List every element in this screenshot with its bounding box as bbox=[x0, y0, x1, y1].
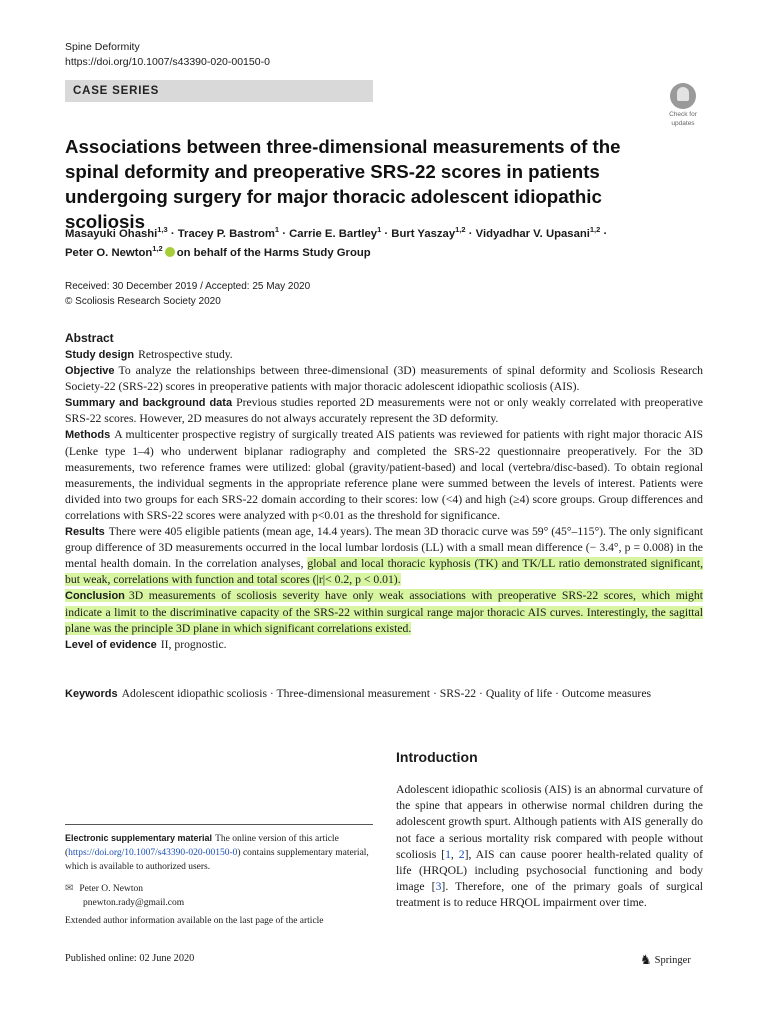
abstract-level-of-evidence bbox=[65, 637, 703, 653]
journal-header bbox=[65, 40, 270, 70]
journal-name: Spine Deformity bbox=[65, 41, 140, 53]
study-design-text: Retrospective study. bbox=[138, 348, 233, 361]
conclusion-text: 3D measurements of scoliosis severity have only weak associations with preoperative SRS-22 scores, which might indicate a limit to the discriminative capacity of the SRS-22 within surgical range major thoracic AIS curves. Interestingly, the sagittal plane was the principle 3D plane in which significant correlations existed. bbox=[65, 589, 703, 635]
esm-label: Electronic supplementary material bbox=[65, 833, 213, 843]
author-name[interactable]: Vidyadhar V. Upasani bbox=[475, 228, 590, 240]
orcid-icon[interactable] bbox=[165, 247, 175, 257]
published-date: Published online: 02 June 2020 bbox=[65, 953, 195, 964]
summary-text: Previous studies reported 2D measurements were not or only weakly correlated with preoperative SRS-22 scores. However, 2D measures do not always accurately represent the 3D deformity. bbox=[65, 396, 703, 426]
author-name[interactable]: Masayuki Ohashi bbox=[65, 228, 158, 240]
article-dates bbox=[65, 279, 310, 309]
paper-title: Associations between three-dimensional measurements of the spinal deformity and preoperative SRS-22 scores in patients undergoing surgery for major thoracic adolescent idiopathic scoliosis bbox=[65, 136, 621, 232]
publisher-logo bbox=[640, 952, 691, 968]
introduction-paragraph bbox=[396, 782, 703, 912]
corresponding-author bbox=[65, 882, 184, 910]
author-affiliation: 1 bbox=[274, 225, 280, 235]
author-affiliation: 1,2 bbox=[152, 244, 163, 254]
section-label: CASE SERIES bbox=[73, 85, 160, 97]
keywords-text: Adolescent idiopathic scoliosis · Three-dimensional measurement · SRS-22 · Quality of life · Outcome measures bbox=[121, 687, 652, 700]
citation-separator: , bbox=[450, 847, 459, 861]
author-affiliation: 1,2 bbox=[589, 225, 601, 235]
doi-link[interactable]: https://doi.org/10.1007/s43390-020-00150-0 bbox=[65, 56, 270, 68]
author-name[interactable]: Peter O. Newton bbox=[65, 247, 153, 259]
esm-text: The online version of this article ( bbox=[65, 834, 339, 858]
section-banner bbox=[65, 80, 373, 102]
intro-text: ]. Therefore, one of the primary goals of surgical treatment is to reduce HRQOL impairment over time. bbox=[396, 880, 704, 910]
keywords bbox=[65, 686, 703, 702]
author-affiliation: 1,3 bbox=[157, 225, 168, 235]
methods-label: Methods bbox=[65, 429, 111, 442]
esm-link[interactable]: https://doi.org/10.1007/s43390-020-00150-0 bbox=[68, 848, 238, 858]
methods-text: A multicenter prospective registry of surgically treated AIS patients was reviewed for patients with right major thoracic AIS (Lenke type 1–4) who underwent biplanar radiography and completed the SRS-22 questionnaire preoperatively. For the 3D measurements, two reference frames were utilized: global (gravity/patient-based) and local (vertebra/disc-based). To obtain regional measurements, the individual segments in the appropriate reference plane were summed between the levels of interest. Patients were divided into two groups for each SRS-22 domain according to their scores: low (<4) and high (≥4) score groups. Group differences and correlations with SRS-22 scores were analyzed with p<0.01 as the threshold for significance. bbox=[65, 428, 703, 522]
abstract-heading: Abstract bbox=[65, 331, 114, 345]
intro-text: ], AIS can cause poorer health-related quality of life (HRQOL) including psychosocial functioning and body image [ bbox=[396, 847, 703, 894]
author-list: Masayuki Ohashi$^{1,3}$ · Tracey P. Bastrom$^1$ · Carrie E. Bartley$^1$ · Burt Yaszay$^{1,2}$ · Vidyadhar V. Upasani$^{1,2}$ · Peter O. Newton$^{1,2}$ on behalf of the Harms Study Group bbox=[65, 225, 608, 259]
study-design-label: Study design bbox=[65, 349, 135, 361]
crossmark-label-2: updates bbox=[671, 120, 695, 127]
abstract-objective bbox=[65, 363, 703, 395]
extended-author-info: Extended author information available on the last page of the article bbox=[65, 916, 324, 926]
level-label: Level of evidence bbox=[65, 638, 157, 651]
abstract-methods bbox=[65, 427, 703, 524]
abstract-summary bbox=[65, 395, 703, 427]
crossmark-icon bbox=[670, 83, 696, 109]
conclusion-label: Conclusion bbox=[65, 590, 125, 603]
crossmark-label-1: Check for bbox=[669, 111, 697, 118]
author-name[interactable]: Burt Yaszay bbox=[391, 228, 456, 240]
envelope-icon: ✉ bbox=[65, 883, 74, 894]
contact-email[interactable]: pnewton.rady@gmail.com bbox=[83, 898, 185, 908]
publisher-name: Springer bbox=[654, 955, 691, 966]
abstract-study-design bbox=[65, 347, 703, 363]
received-accepted: Received: 30 December 2019 / Accepted: 25 May 2020 bbox=[65, 281, 311, 292]
citation-link[interactable]: 1 bbox=[445, 847, 451, 861]
author-name[interactable]: Tracey P. Bastrom bbox=[177, 228, 275, 240]
abstract-results bbox=[65, 524, 703, 588]
citation-link[interactable]: 2 bbox=[458, 847, 465, 861]
level-text: II, prognostic. bbox=[160, 637, 227, 651]
citation-link[interactable]: 3 bbox=[435, 880, 442, 894]
abstract bbox=[65, 330, 703, 653]
contact-name: Peter O. Newton bbox=[79, 884, 143, 894]
objective-label: Objective bbox=[65, 365, 115, 378]
summary-label: Summary and background data bbox=[65, 397, 233, 410]
esm-text: ) contains supplementary material, which is available to authorized users. bbox=[65, 848, 369, 872]
author-name[interactable]: Carrie E. Bartley bbox=[289, 228, 378, 240]
author-affiliation: 1,2 bbox=[455, 225, 466, 235]
abstract-conclusion bbox=[65, 588, 703, 636]
footnote-divider bbox=[65, 824, 373, 825]
springer-horse-icon: ♞ bbox=[640, 952, 652, 967]
results-highlight: global and local thoracic kyphosis (TK) and TK/LL ratio demonstrated significant, but weak, correlations with function and total scores (|r|< 0.2, p < 0.01). bbox=[65, 557, 704, 587]
author-group: on behalf of the Harms Study Group bbox=[176, 247, 371, 259]
results-text: There were 405 eligible patients (mean age, 14.4 years). The mean 3D thoracic curve was 59° (45°–115°). The only significant group difference of 3D measurements occurred in the local lumbar lordosis (LL) with a small mean difference (− 3.4°, p = 0.008) in the mental health domain. In the correlation analyses, bbox=[65, 525, 703, 571]
results-label: Results bbox=[65, 526, 105, 539]
supplementary-note bbox=[65, 831, 375, 874]
author-affiliation: 1 bbox=[377, 225, 382, 235]
introduction-heading: Introduction bbox=[396, 749, 478, 765]
intro-text: Adolescent idiopathic scoliosis (AIS) is an abnormal curvature of the spine that appears in otherwise normal children during the adolescent growth spurt. Although patients with AIS generally do not face a serious mortality risk compared with people without scoliosis [ bbox=[396, 783, 703, 861]
keywords-label: Keywords bbox=[65, 688, 118, 700]
check-for-updates-badge[interactable] bbox=[664, 83, 702, 127]
copyright: © Scoliosis Research Society 2020 bbox=[65, 296, 221, 307]
objective-text: To analyze the relationships between three-dimensional (3D) measurements of spinal deformity and Scoliosis Research Society-22 (SRS-22) scores in preoperative patients with major thoracic adolescent idiopathic scoliosis (AIS). bbox=[65, 364, 703, 394]
